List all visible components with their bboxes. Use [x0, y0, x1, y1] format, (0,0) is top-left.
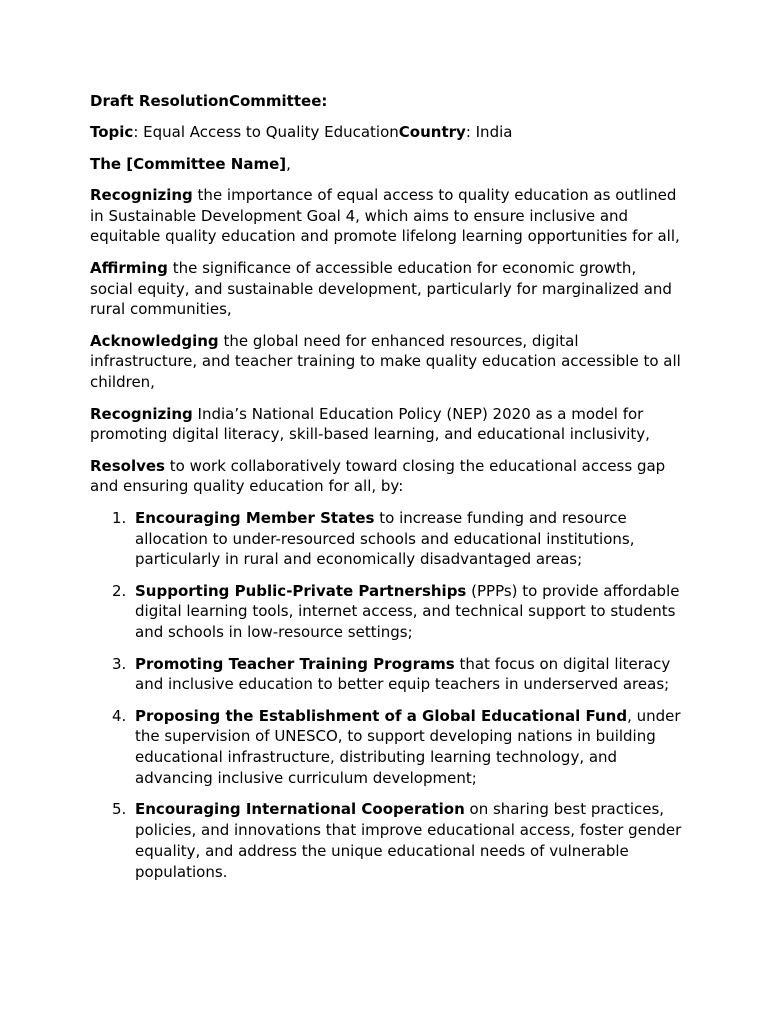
clause-text: India’s National Education Policy (NEP) 2020 as a model for promoting digital literacy, skill-based learning, and educational inclusivity, [90, 404, 650, 444]
list-number: 3. [112, 654, 127, 673]
country-value: : India [465, 123, 513, 142]
list-item-bold: Supporting Public-Private Partnerships [135, 581, 467, 600]
list-number: 1. [112, 508, 127, 527]
committee-name-line [90, 154, 682, 175]
list-item-text: , under the supervision of UNESCO, to support developing nations in building educational infrastructure, distributing learning technology, and advancing inclusive curriculum development; [135, 706, 681, 788]
clause-keyword: Recognizing [90, 404, 193, 423]
title-line [90, 91, 682, 112]
preamble-clause [90, 258, 682, 320]
list-item [90, 581, 682, 643]
document-page [90, 91, 682, 893]
country-label: Country [398, 123, 466, 142]
clause-text: the importance of equal access to quality education as outlined in Sustainable Development Goal 4, which aims to ensure inclusive and equitable quality education and promote lifelong learning opportunities for all, [90, 185, 680, 246]
committee-name: The [Committee Name] [90, 154, 287, 173]
list-item [90, 508, 682, 570]
preamble-clause [90, 404, 682, 446]
list-item-text: that focus on digital literacy and inclusive education to better equip teachers in underserved areas; [135, 654, 671, 694]
list-number: 4. [112, 706, 127, 725]
clause-keyword: Recognizing [90, 185, 193, 204]
operative-list [90, 508, 682, 883]
clause-text: to work collaboratively toward closing the educational access gap and ensuring quality education for all, by: [90, 456, 666, 496]
list-item [90, 654, 682, 696]
clause-keyword: Affirming [90, 258, 168, 277]
clause-text: the global need for enhanced resources, digital infrastructure, and teacher training to make quality education accessible to all children, [90, 331, 681, 392]
list-item-bold: Proposing the Establishment of a Global Educational Fund [135, 706, 628, 725]
list-number: 2. [112, 581, 127, 600]
clause-keyword: Acknowledging [90, 331, 219, 350]
list-item-bold: Promoting Teacher Training Programs [135, 654, 455, 673]
title-committee: Committee: [228, 92, 328, 110]
list-item-text: (PPPs) to provide affordable digital learning tools, internet access, and technical support to students and schools in low-resource settings; [135, 581, 680, 642]
list-item-text: on sharing best practices, policies, and innovations that improve educational access, foster gender equality, and address the unique educational needs of vulnerable populations. [135, 800, 682, 881]
list-item-text: to increase funding and resource allocation to under-resourced schools and educational institutions, particularly in rural and economically disadvantaged areas; [135, 508, 635, 569]
list-item [90, 799, 682, 882]
clause-keyword: Resolves [90, 456, 165, 475]
title-draft-resolution: Draft Resolution [90, 92, 229, 110]
topic-line [90, 122, 682, 143]
list-item [90, 706, 682, 789]
topic-label: Topic [90, 123, 134, 142]
list-item-bold: Encouraging Member States [135, 508, 375, 527]
list-number: 5. [112, 800, 127, 819]
committee-name-suffix: , [286, 154, 291, 173]
preamble-clause [90, 185, 682, 247]
clause-text: the significance of accessible education for economic growth, social equity, and sustainable development, particularly for marginalized and rural communities, [90, 258, 672, 319]
operative-intro [90, 456, 682, 498]
topic-value: : Equal Access to Quality Education [133, 123, 399, 142]
list-item-bold: Encouraging International Cooperation [135, 800, 465, 819]
preamble-clause [90, 331, 682, 393]
